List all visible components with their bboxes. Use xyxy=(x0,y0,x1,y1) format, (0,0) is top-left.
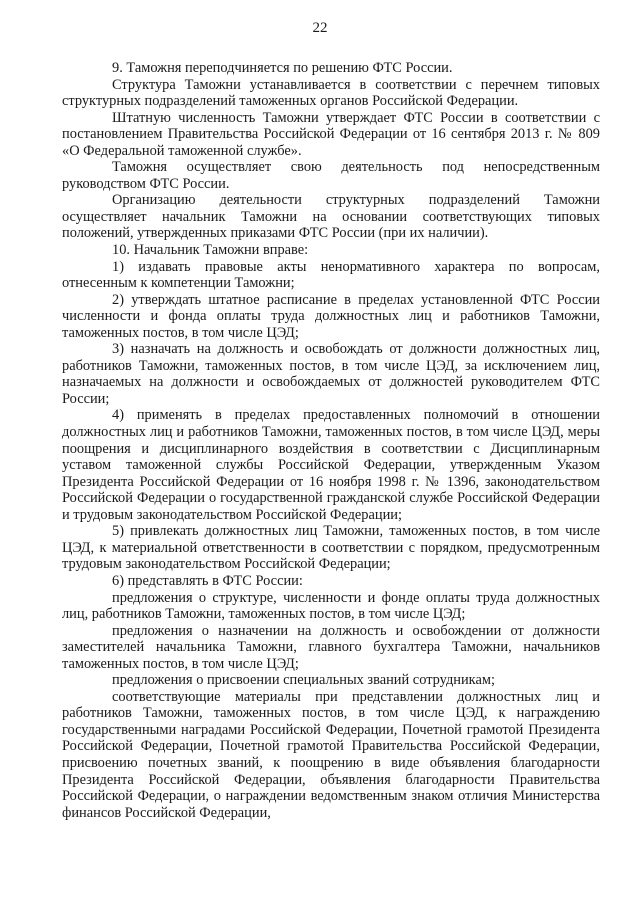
document-body xyxy=(62,60,600,821)
list-item: 3) назначать на должность и освобождать от должности должностных лиц, работников Таможни, таможенных постов, в том числе ЦЭД, за исключением лиц, назначаемых на должности и освобождаемых от должностей руководителем ФТС России; xyxy=(62,341,600,407)
list-item: 1) издавать правовые акты ненормативного характера по вопросам, отнесенным к компетенции Таможни; xyxy=(62,258,600,292)
sub-item: соответствующие материалы при представлении должностных лиц и работников Таможни, таможенных постов, в том числе ЦЭД, к награждению государственными наградами Российской Федерации, Почетной грамотой Президента Российской Федерации, Почетной грамотой Правительства Российской Федерации, присвоению почетных званий, к поощрению в виде объявления благодарности Президента Российской Федерации, объявления благодарности Правительства Российской Федерации, о награждении ведомственным знаком отличия Министерства финансов Российской Федерации, xyxy=(62,688,600,821)
paragraph: Таможня осуществляет свою деятельность под непосредственным руководством ФТС России. xyxy=(62,159,600,192)
list-item: 2) утверждать штатное расписание в пределах установленной ФТС России численности и фонда оплаты труда должностных лиц и работников Таможни, таможенных постов, в том числе ЦЭД; xyxy=(62,291,600,341)
paragraph: Структура Таможни устанавливается в соответствии с перечнем типовых структурных подразделений таможенных органов Российской Федерации. xyxy=(62,76,600,110)
paragraph: 9. Таможня переподчиняется по решению ФТС России. xyxy=(112,60,453,76)
list-item: 5) привлекать должностных лиц Таможни, таможенных постов, в том числе ЦЭД, к материальной ответственности в соответствии с порядком, предусмотренным трудовым законодательством Российской Федерации; xyxy=(62,523,600,573)
list-item: 6) представлять в ФТС России: xyxy=(112,572,303,589)
sub-item: предложения о структуре, численности и фонде оплаты труда должностных лиц, работников Таможни, таможенных постов, в том числе ЦЭД; xyxy=(62,589,600,623)
list-item: 4) применять в пределах предоставленных полномочий в отношении должностных лиц и работников Таможни, таможенных постов, в том числе ЦЭД, меры поощрения и дисциплинарного воздействия в соответствии с Дисциплинарным уставом таможенной службы Российской Федерации, утвержденным Указом Президента Российской Федерации от 16 ноября 1998 г. № 1396, законодательством Российской Федерации о государственной гражданской службе Российской Федерации и трудовым законодательством Российской Федерации; xyxy=(62,407,600,523)
paragraph: Штатную численность Таможни утверждает ФТС России в соответствии с постановлением Правительства Российской Федерации от 16 сентября 2013 г. № 809 «О Федеральной таможенной службе». xyxy=(62,109,600,159)
paragraph: 10. Начальник Таможни вправе: xyxy=(112,242,309,259)
paragraph: Организацию деятельности структурных подразделений Таможни осуществляет начальник Таможни на основании соответствующих типовых положений, утвержденных приказами ФТС России (при их наличии). xyxy=(62,192,600,242)
page-number: 22 xyxy=(312,20,328,36)
sub-item: предложения о присвоении специальных званий сотрудникам; xyxy=(112,672,495,689)
sub-item: предложения о назначении на должность и освобождении от должности заместителей начальника Таможни, главного бухгалтера Таможни, начальников таможенных постов, в том числе ЦЭД; xyxy=(62,622,600,672)
